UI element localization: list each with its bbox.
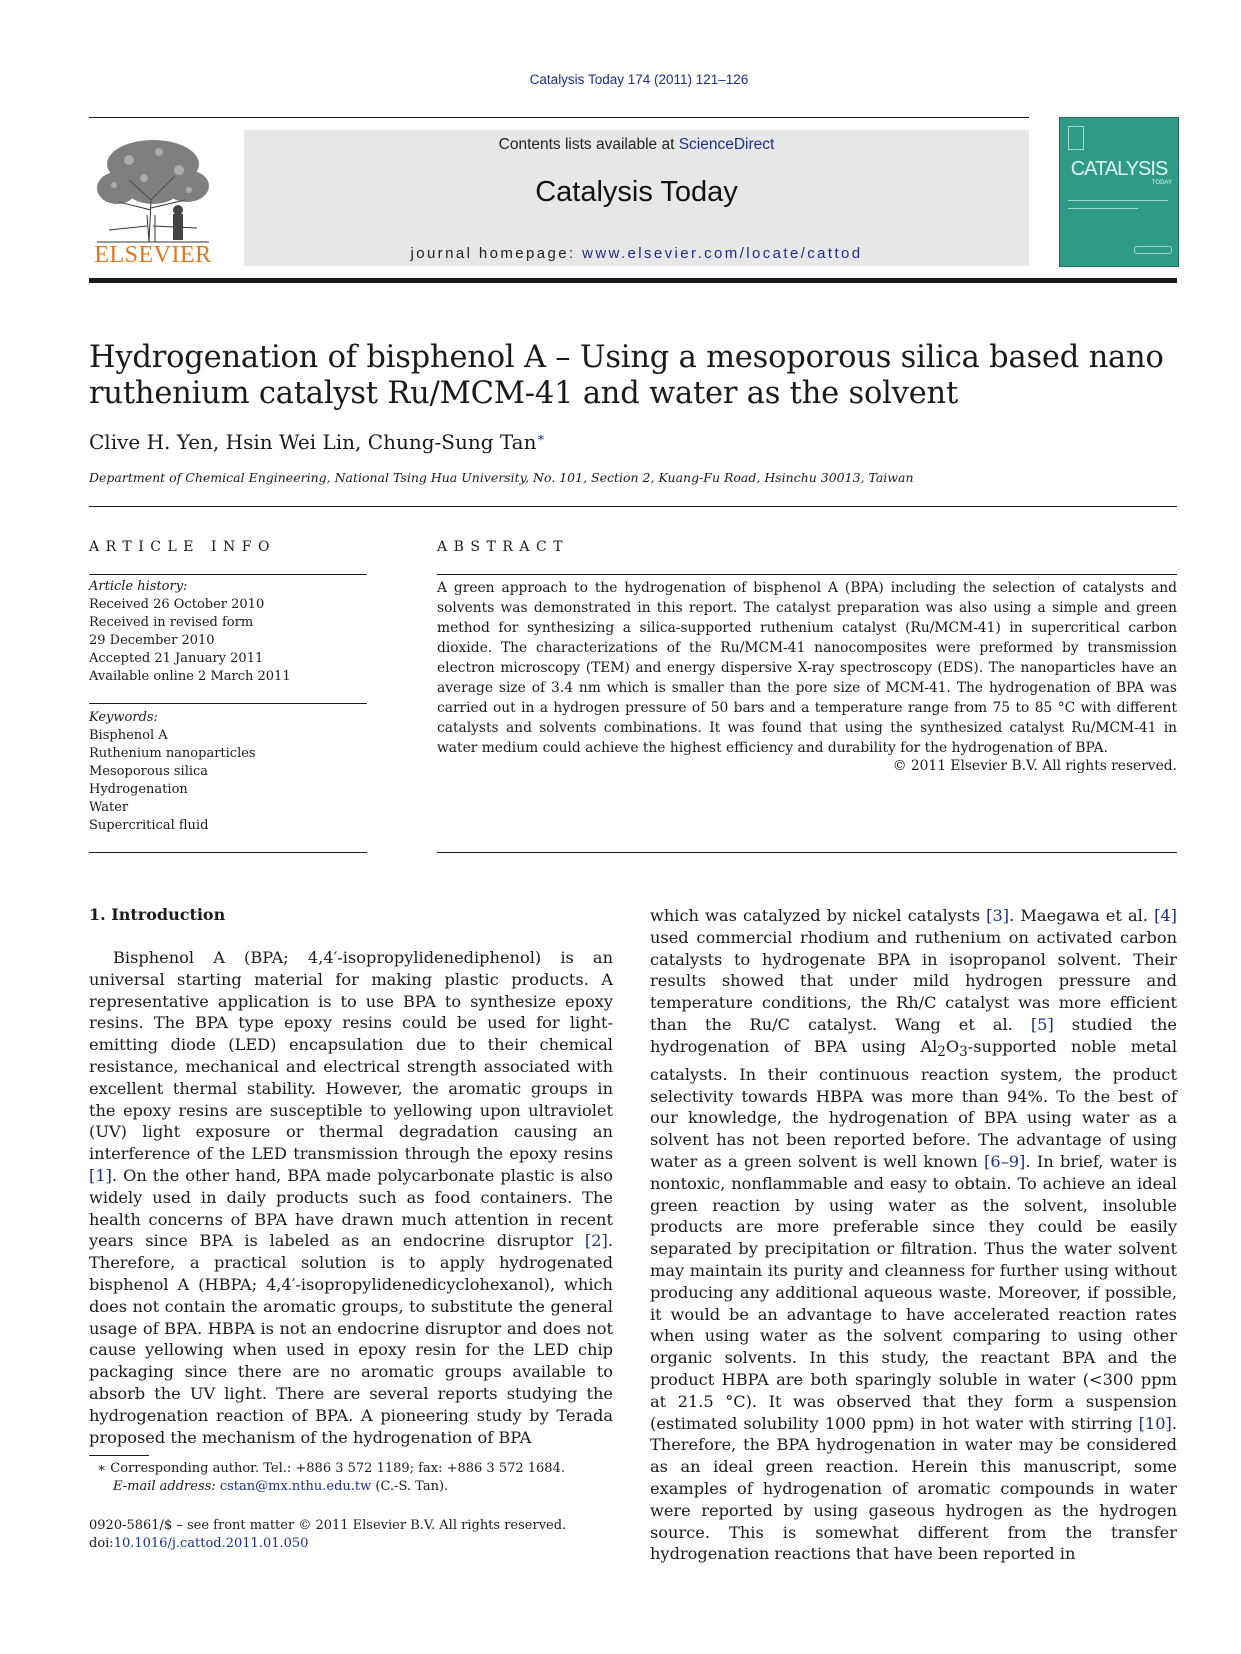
body-right-column <box>650 905 1177 1565</box>
cover-emblem <box>1068 126 1084 150</box>
keyword-item: Hydrogenation <box>89 782 188 797</box>
cover-subtitle: TODAY <box>1151 180 1172 186</box>
keyword-item: Mesoporous silica <box>89 764 209 779</box>
keyword-item: Bisphenol A <box>89 728 168 743</box>
subscript: 3 <box>959 1044 968 1061</box>
footnote-line <box>89 1460 649 1478</box>
abstract-rule <box>437 852 1177 853</box>
body-text: studied the hydrogenation of BPA using Al <box>650 1014 1177 1056</box>
homepage-prefix: journal homepage: <box>410 245 583 262</box>
body-text: used commercial rhodium and ruthenium on activated carbon catalysts to hydrogenate BPA in isopropanol solvent. Their results showed that under mild hydrogen pressure and temperature conditions, the Rh/C catalyst was more efficient than the Ru/C catalyst. Wang et al. <box>650 927 1177 1034</box>
issn-line: 0920-5861/$ – see front matter © 2011 Elsevier B.V. All rights reserved. <box>89 1518 567 1533</box>
abstract-text: A green approach to the hydrogenation of bisphenol A (BPA) including the selection of catalysts and solvents was demonstrated in this report. The catalyst preparation was also using a simple and green method for synthesizing a silica-supported ruthenium catalyst (Ru/MCM-41) in supercritical carbon dioxide. The characterizations of the Ru/MCM-41 nanocomposites were preformed by transmission electron microscopy (TEM) and energy dispersive X-ray spectroscopy (EDS). The nanoparticles have an average size of 3.4 nm which is smaller than the pore size of MCM-41. The hydrogenation of BPA was carried out in a hydrogen pressure of 50 bars and a temperature range from 75 to 85 °C with different catalysts and solvents combinations. It was found that using the synthesized catalyst Ru/MCM-41 in water medium could achieve the highest efficiency and durability for the hydrogenation of BPA. <box>437 580 1177 756</box>
history-label: Article history: <box>89 579 188 594</box>
body-text: which was catalyzed by nickel catalysts <box>650 906 987 925</box>
keyword-item: Water <box>89 800 129 815</box>
header-thick-rule <box>89 278 1177 283</box>
footnote-text: Corresponding author. Tel.: +886 3 572 1189; fax: +886 3 572 1684. <box>106 1461 565 1476</box>
abstract-copyright: © 2011 Elsevier B.V. All rights reserved. <box>892 758 1177 774</box>
corresponding-author-footnote <box>89 1460 649 1496</box>
section-heading-introduction: 1. Introduction <box>89 905 226 924</box>
journal-title: Catalysis Today <box>535 176 738 208</box>
keyword-item: Ruthenium nanoparticles <box>89 746 256 761</box>
abstract-rule <box>437 574 1177 575</box>
sciencedirect-link[interactable]: ScienceDirect <box>678 136 775 153</box>
header-top-rule <box>89 117 1029 118</box>
front-matter <box>89 1517 649 1553</box>
cover-line <box>1068 200 1168 201</box>
email-link[interactable]: cstan@mx.nthu.edu.tw <box>219 1479 372 1494</box>
body-text: Bisphenol A (BPA; 4,4′-isopropylidenediphenol) is an universal starting material for making plastic products. A representative application is to use BPA to synthesize epoxy resins. The BPA type epoxy resins could be used for light-emitting diode (LED) encapsulation due to their chemical resistance, mechanical and electrical strength associated with excellent thermal stability. However, the aromatic groups in the epoxy resins are susceptible to yellowing upon ultraviolet (UV) light exposure or thermal degradation causing an interference of the LED transmission through the epoxy resins <box>89 948 613 1164</box>
doi-line <box>89 1535 649 1553</box>
citation-link[interactable]: [5] <box>1030 1014 1054 1034</box>
contents-availability <box>244 136 1029 154</box>
body-left-column <box>89 947 613 1448</box>
footnote-line <box>89 1478 649 1496</box>
article-info-rule <box>89 703 367 704</box>
journal-homepage <box>244 245 1029 262</box>
article-info-rule <box>89 574 367 575</box>
elsevier-wordmark: ELSEVIER <box>94 242 212 268</box>
body-text: . Therefore, a practical solution is to apply hydrogenated bisphenol A (HBPA; 4,4′-isopropylidenedicyclohexanol), which does not contain the aromatic groups, to substitute the general usage of BPA. HBPA is not an endocrine disruptor and does not cause yellowing when used in epoxy resin for the LED chip packaging since there are no aromatic groups available to absorb the UV light. There are several reports studying the hydrogenation reaction of BPA. A pioneering study by Terada proposed the mechanism of the hydrogenation of BPA <box>89 1231 613 1447</box>
cover-line <box>1068 208 1138 209</box>
journal-reference[interactable]: Catalysis Today 174 (2011) 121–126 <box>529 72 749 87</box>
citation-link[interactable]: [3] <box>986 906 1010 925</box>
body-text: . Maegawa et al. <box>1009 906 1155 925</box>
title-rule <box>89 506 1177 507</box>
cover-title: CATALYSIS <box>1070 158 1168 180</box>
email-suffix: (C.-S. Tan). <box>371 1479 449 1494</box>
homepage-link[interactable]: www.elsevier.com/locate/cattod <box>582 245 863 262</box>
body-text: O <box>945 1036 960 1056</box>
history-item: Received in revised form <box>89 615 254 630</box>
history-item: Accepted 21 January 2011 <box>89 651 264 666</box>
keywords <box>89 709 367 835</box>
body-text: . On the other hand, BPA made polycarbonate plastic is also widely used in daily products such as food containers. The health concerns of BPA have drawn much attention in recent years since BPA is labeled as an endocrine disruptor <box>89 1165 613 1251</box>
contents-prefix: Contents lists available at <box>498 136 679 153</box>
citation-link[interactable]: [1] <box>89 1165 112 1185</box>
history-item: Available online 2 March 2011 <box>89 669 291 684</box>
keyword-item: Supercritical fluid <box>89 818 209 833</box>
elsevier-logo[interactable] <box>89 130 217 270</box>
citation-link[interactable]: [2] <box>584 1231 608 1251</box>
author-affiliation: Department of Chemical Engineering, National Tsing Hua University, No. 101, Section 2, Kuang-Fu Road, Hsinchu 30013, Taiwan <box>89 470 914 485</box>
footnote-mark: ∗ <box>97 1461 107 1476</box>
doi-label: doi: <box>89 1536 114 1551</box>
author-list <box>89 430 545 454</box>
subscript: 2 <box>937 1044 946 1061</box>
cover-publisher-mark <box>1134 246 1172 254</box>
article-info-rule <box>89 852 367 853</box>
abstract-heading: ABSTRACT <box>437 539 570 555</box>
body-text: . In brief, water is nontoxic, nonflammable and easy to obtain. To achieve an ideal green reaction by using water as the solvent, insoluble products are more preferable since they could be easily separated by precipitation or filtration. Thus the water solvent may maintain its purity and cleanness for further using without producing any additional aqueous waste. Moreover, if possible, it would be an advantage to have accelerated reaction rates when using water as the solvent comparing to using other organic solvents. In this study, the reactant BPA and the product HBPA are both sparingly soluble in water (<300 ppm at 21.5 °C). It was observed that they form a suspension (estimated solubility 1000 ppm) in hot water with stirring <box>650 1152 1177 1433</box>
body-text: -supported noble metal catalysts. In their continuous reaction system, the product selectivity towards HBPA was more than 94%. To the best of our knowledge, the hydrogenation of BPA using water as a solvent has not been reported before. The advantage of using water as a green solvent is well known <box>650 1036 1178 1171</box>
email-label: E-mail address: <box>113 1479 220 1494</box>
article-history <box>89 578 367 686</box>
citation-link[interactable]: [10] <box>1138 1413 1172 1433</box>
keywords-label: Keywords: <box>89 710 158 725</box>
citation-link[interactable]: [6–9] <box>984 1152 1026 1171</box>
corresponding-author-mark[interactable]: ∗ <box>536 430 546 446</box>
article-info-heading: ARTICLE INFO <box>89 539 276 555</box>
history-item: 29 December 2010 <box>89 633 215 648</box>
citation-link[interactable]: [4] <box>1154 906 1177 925</box>
history-item: Received 26 October 2010 <box>89 597 265 612</box>
footnote-rule <box>89 1455 149 1456</box>
journal-cover-thumbnail[interactable] <box>1059 117 1179 267</box>
article-title: Hydrogenation of bisphenol A – Using a mesoporous silica based nano ruthenium catalyst Ru/MCM-41 and water as the solvent <box>89 340 1164 411</box>
body-text: . Therefore, the BPA hydrogenation in water may be considered as an ideal green reaction. Herein this manuscript, some examples of hydrogenation of aromatic compounds in water were reported by using gaseous hydrogen as the hydrogen source. This is somewhat different from the transfer hydrogenation reactions that have been reported in <box>650 1413 1177 1564</box>
authors-text: Clive H. Yen, Hsin Wei Lin, Chung-Sung Tan <box>89 430 537 454</box>
doi-link[interactable]: 10.1016/j.cattod.2011.01.050 <box>113 1536 309 1551</box>
journal-banner <box>244 130 1029 266</box>
